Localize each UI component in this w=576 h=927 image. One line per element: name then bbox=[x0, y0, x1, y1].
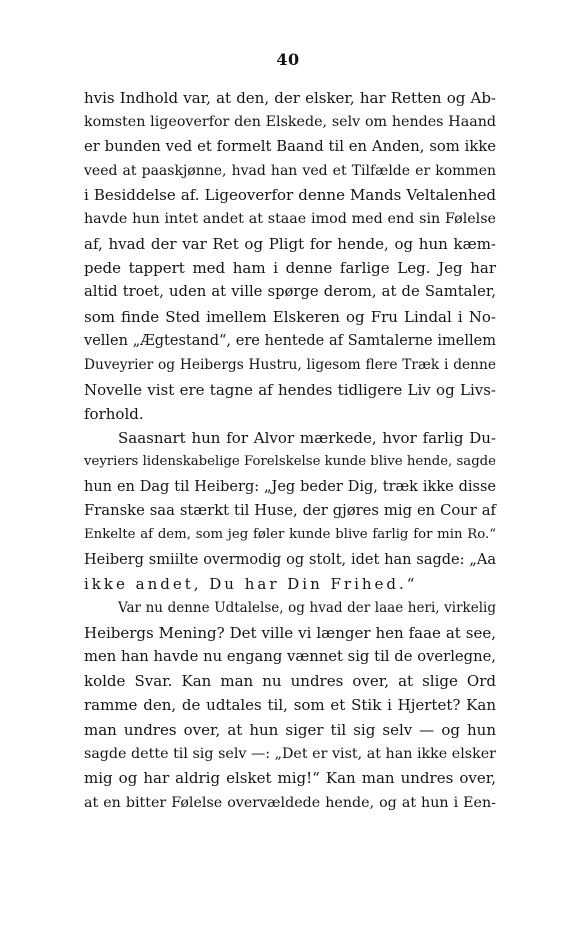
text-line: mig og har aldrig elsket mig!“ Kan man undres over, bbox=[84, 769, 496, 788]
text-line: kolde Svar. Kan man nu undres over, at slige Ord bbox=[84, 672, 496, 691]
text-line: Saasnart hun for Alvor mærkede, hvor farlig Du- bbox=[118, 429, 496, 448]
text-line: i Besiddelse af. Ligeoverfor denne Mands Veltalenhed bbox=[84, 186, 496, 205]
text-line: hvis Indhold var, at den, der elsker, har Retten og Ab- bbox=[84, 89, 496, 107]
text-line: komsten ligeoverfor den Elskede, selv om hendes Haand bbox=[84, 114, 496, 131]
text-line: som finde Sted imellem Elskeren og Fru Lindal i No- bbox=[84, 307, 496, 326]
text-line: hun en Dag til Heiberg: „Jeg beder Dig, træk ikke disse bbox=[84, 478, 496, 495]
text-line: at en bitter Følelse overvældede hende, og at hun i Een- bbox=[84, 794, 496, 811]
text-line: forhold. bbox=[84, 404, 144, 423]
text-line: Franske saa stærkt til Huse, der gjøres mig en Cour af bbox=[84, 502, 496, 520]
paragraph-3 bbox=[84, 596, 496, 815]
text-line: havde hun intet andet at staae imod med end sin Følelse bbox=[84, 211, 496, 228]
text-line: Novelle vist ere tagne af hendes tidligere Liv og Livs- bbox=[84, 380, 496, 399]
text-line: Enkelte af dem, som jeg føler kunde blive farlig for min Ro.“ bbox=[84, 527, 496, 543]
text-line: af, hvad der var Ret og Pligt for hende, og hun kæm- bbox=[84, 234, 496, 253]
text-line: altid troet, uden at ville spørge derom, at de Samtaler, bbox=[84, 283, 496, 301]
paragraph-1 bbox=[84, 86, 496, 426]
text-line: sagde dette til sig selv —: „Det er vist, at han ikke elsker bbox=[84, 746, 496, 763]
text-line: Heibergs Mening? Det ville vi længer hen faae at see, bbox=[84, 623, 496, 642]
text-line: ramme den, de udtales til, som et Stik i Hjertet? Kan bbox=[84, 696, 496, 715]
text-line: vellen „Ægtestand“, ere hentede af Samtalerne imellem bbox=[84, 332, 496, 349]
text-line: veyriers lidenskabelige Forelskelse kunde blive hende, sagde bbox=[84, 454, 496, 470]
text-line: men han havde nu engang vænnet sig til de overlegne, bbox=[84, 647, 496, 665]
body-text bbox=[84, 86, 496, 815]
text-line: er bunden ved et formelt Baand til en Anden, som ikke bbox=[84, 137, 496, 155]
text-line: ikke andet, Du har Din Frihed.“ bbox=[84, 574, 418, 593]
text-line: Heiberg smiilte overmodig og stolt, idet han sagde: „Aa bbox=[84, 551, 496, 568]
text-line: man undres over, at hun siger til sig selv — og hun bbox=[84, 720, 496, 739]
page-number: 40 bbox=[276, 50, 300, 69]
paragraph-2 bbox=[84, 426, 496, 596]
text-line: pede tappert med ham i denne farlige Leg. Jeg har bbox=[84, 259, 496, 278]
text-line: veed at paaskjønne, hvad han ved et Tilfælde er kommen bbox=[84, 162, 496, 179]
text-line: Var nu denne Udtalelse, og hvad der laae heri, virkelig bbox=[118, 600, 496, 617]
text-line: Duveyrier og Heibergs Hustru, ligesom flere Træk i denne bbox=[84, 357, 496, 374]
